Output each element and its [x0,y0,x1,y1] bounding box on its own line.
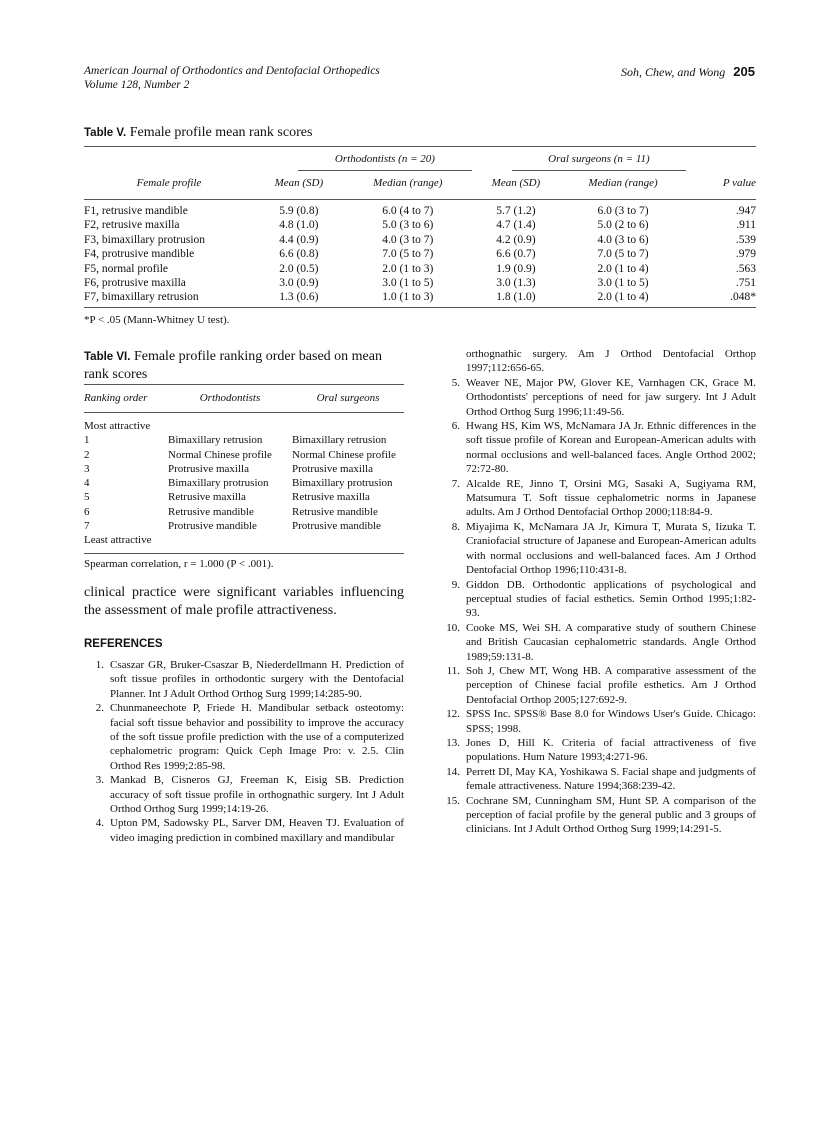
table-cell: 4 [84,477,90,490]
reference-text: Weaver NE, Major PW, Glover KE, Varnhagen CK, Grace M. Orthodontists' perceptions of need for jaw surgery. Int J Adult Orthod Orthog Surg 1996;11:49-56. [466,376,756,418]
table-row [84,533,404,547]
reference-item [440,419,756,477]
table-row [84,262,756,276]
table-cell: 4.8 (1.0) [279,219,319,232]
table-row [84,505,404,519]
most-attractive-label: Most attractive [84,420,151,432]
reference-text: Upton PM, Sadowsky PL, Sarver DM, Heaven TJ. Evaluation of video imaging prediction in combined maxillary and mandibular [110,817,404,844]
reference-number: 14. [446,765,460,778]
table-cell: .563 [735,262,756,275]
table-row [84,218,756,232]
table5 [84,146,756,308]
table-cell: 7 [84,520,90,533]
table-row [84,290,756,306]
table-cell: Retrusive maxilla [168,491,246,504]
table5-title: Female profile mean rank scores [129,125,313,140]
reference-text: Perrett DI, May KA, Yoshikawa S. Facial shape and judgments of female attractiveness. Nature 1994;368:239-42. [466,765,756,793]
table-cell: 3.0 (0.9) [279,277,319,290]
table-row [84,462,404,476]
reference-item [440,578,756,621]
col-header: P value [686,171,756,200]
table5-group-orthodontists: Orthodontists (n = 20) [298,147,472,171]
reference-item [440,794,756,837]
reference-item [84,816,404,845]
table-cell: 1.9 (0.9) [496,262,536,275]
table-cell: Protrusive mandible [292,520,381,533]
table-cell: F6, protrusive maxilla [84,277,186,290]
table-row [84,433,404,447]
table-cell: Normal Chinese profile [168,448,272,461]
table-row [84,476,404,490]
table-cell: .947 [735,205,756,217]
table-cell: Retrusive mandible [292,505,378,518]
reference-text: Chunmaneechote P, Friede H. Mandibular setback osteotomy: facial soft tissue behavior and possibility to improve the accuracy of the soft tissue profile prediction with the use of a computerized cephalometric program: Quick Ceph Image Pro: v. 2.5. Clin Orthod Res 1999;2:85-98. [110,702,404,772]
table-row [84,247,756,261]
table-cell: F1, retrusive mandible [84,205,188,217]
table-cell: 3 [84,462,90,475]
table-cell: Protrusive maxilla [292,462,373,475]
journal-name: American Journal of Orthodontics and Dentofacial Orthopedics [84,65,380,77]
table-cell: F7, bimaxillary retrusion [84,291,199,304]
table-cell: 6.0 (3 to 7) [597,205,649,217]
reference-text: SPSS Inc. SPSS® Base 8.0 for Windows User's Guide. Chicago: SPSS; 1998. [466,708,756,735]
table-cell: 1.0 (1 to 3) [382,291,434,304]
running-header-journal [84,64,380,92]
table-cell: 4.7 (1.4) [496,219,536,232]
reference-number: 8. [451,520,460,533]
reference-item [440,765,756,794]
journal-volume: Volume 128, Number 2 [84,79,190,91]
table6 [84,384,404,554]
col-header: Ranking order [84,392,148,404]
table-cell: .048* [730,291,756,304]
reference-item [84,773,404,816]
reference-text: Cochrane SM, Cunningham SM, Hunt SP. A comparison of the perception of facial profile by the general public and 3 groups of clinicians. Int J Adult Orthod Orthog Surg 1999;14:291-5. [466,794,756,836]
table5-label: Table V. [84,127,127,139]
reference-number: 5. [451,376,460,389]
table-row [84,233,756,247]
table-cell: 4.2 (0.9) [496,233,536,246]
table-row [84,448,404,462]
table-cell: .539 [735,233,756,246]
page-number: 205 [733,64,755,79]
table-cell: .751 [735,277,756,290]
table-cell: 5.7 (1.2) [496,205,536,217]
table-cell: Bimaxillary protrusion [168,477,269,490]
table-cell: Protrusive maxilla [168,462,249,475]
table-cell: 4.4 (0.9) [279,233,319,246]
col-header: Female profile [84,171,254,200]
table-cell: 6.0 (4 to 7) [382,205,434,217]
table-cell: 4.0 (3 to 6) [597,233,649,246]
table-cell: 2.0 (1 to 4) [597,262,649,275]
reference-continuation: orthognathic surgery. Am J Orthod Dentofacial Orthop 1997;112:656-65. [466,348,756,375]
table5-footnote: *P < .05 (Mann-Whitney U test). [84,314,230,326]
reference-number: 6. [451,420,460,433]
table-cell: 3.0 (1 to 5) [382,277,434,290]
table-cell: 2.0 (1 to 3) [382,262,434,275]
running-header-right [621,64,755,80]
reference-number: 4. [95,817,104,830]
reference-text: Alcalde RE, Jinno T, Orsini MG, Sasaki A, Sugiyama RM, Matsumura T. Soft tissue cephalometric norms in Japanese adults. Am J Orthod Dentofacial Orthop 2000;118:84-9. [466,477,756,519]
table-cell: .979 [735,248,756,261]
reference-text: Giddon DB. Orthodontic applications of psychological and perceptual studies of facial esthetics. Semin Orthod 1995;1:82-93. [466,578,756,620]
table-cell: .911 [736,219,756,232]
reference-text: Csaszar GR, Bruker-Csaszar B, Niederdellmann H. Prediction of soft tissue profiles in orthodontic surgery with the Dentofacial Planner. Int J Adult Orthod Orthog Surg 1999;14:285-90. [110,659,404,700]
table-cell: 6.6 (0.7) [496,248,536,261]
col-header: Median (range) [560,171,686,200]
reference-number: 11. [446,664,460,677]
table-cell: 5.0 (2 to 6) [597,219,649,232]
table6-caption [84,348,404,384]
table-cell: 7.0 (5 to 7) [597,248,649,261]
table-cell: F4, protrusive mandible [84,248,195,261]
col-header: Mean (SD) [472,171,560,200]
reference-number: 10. [446,621,460,634]
table-row [84,419,404,433]
table-cell: Retrusive maxilla [292,491,370,504]
table-cell: 4.0 (3 to 7) [382,233,434,246]
table-row [84,276,756,290]
table-cell: Bimaxillary retrusion [168,434,263,447]
table-cell: 3.0 (1 to 5) [597,277,649,290]
reference-number: 15. [446,794,460,807]
references-heading: REFERENCES [84,638,163,650]
reference-item [84,658,404,701]
table-cell: 6 [84,505,90,518]
table5-caption [84,124,312,142]
table-cell: 2.0 (0.5) [279,262,319,275]
table6-footnote: Spearman correlation, r = 1.000 (P < .001). [84,558,274,570]
table-row [84,200,756,219]
table-cell: 6.6 (0.8) [279,248,319,261]
table5-group-surgeons: Oral surgeons (n = 11) [512,147,686,171]
reference-text: Hwang HS, Kim WS, McNamara JA Jr. Ethnic differences in the soft tissue profile of Korean and European-American adults with normal occlusions and well-balanced faces. Angle Orthod 2002; 72:72-80. [466,420,756,476]
body-paragraph: clinical practice were significant variables influencing the assessment of male profile attractiveness. [84,585,404,618]
reference-item [440,376,756,419]
table-cell: Retrusive mandible [168,505,254,518]
reference-number: 2. [95,702,104,715]
reference-number: 3. [95,774,104,787]
reference-item [440,736,756,765]
col-header: Oral surgeons [316,392,380,404]
table-cell: Bimaxillary protrusion [292,477,393,490]
reference-item [440,621,756,664]
table-cell: 1.8 (1.0) [496,291,536,304]
table-cell: 2 [84,448,90,461]
table-cell: 7.0 (5 to 7) [382,248,434,261]
table-cell: Protrusive mandible [168,520,257,533]
authors: Soh, Chew, and Wong [620,65,726,79]
table-cell: Bimaxillary retrusion [292,434,387,447]
table-cell: 3.0 (1.3) [496,277,536,290]
reference-number: 7. [451,477,460,490]
reference-item [440,477,756,520]
col-header: Median (range) [344,171,472,200]
least-attractive-label: Least attractive [84,534,152,547]
reference-item [440,664,756,707]
table-cell: 1.3 (0.6) [279,291,319,304]
table-row [84,490,404,504]
reference-item [440,707,756,736]
table-cell: 5.0 (3 to 6) [382,219,434,232]
reference-text: Miyajima K, McNamara JA Jr, Kimura T, Murata S, Iizuka T. Craniofacial structure of Japanese and European-American adults with normal occlusions and well-balanced faces. Am J Orthod Dentofacial Orthop 1996;110:431-8. [466,520,756,577]
table-row [84,519,404,533]
reference-text: Mankad B, Cisneros GJ, Freeman K, Eisig SB. Prediction accuracy of soft tissue profile in orthognathic surgery. Int J Adult Orthod Orthog Surg 1999;14:19-26. [110,774,404,816]
reference-number: 12. [446,708,460,721]
table-cell: 5 [84,491,90,504]
references-left-column [84,658,404,845]
table-cell: F2, retrusive maxilla [84,219,180,232]
reference-text: Cooke MS, Wei SH. A comparative study of southern Chinese and British Caucasian cephalometric standards. Angle Orthod 1989;59:131-8. [466,621,756,663]
reference-item [84,701,404,773]
reference-number: 1. [95,659,104,671]
table-cell: 5.9 (0.8) [279,205,319,217]
table6-title: Female profile ranking order based on mean rank scores [84,349,382,382]
table-cell: Normal Chinese profile [292,448,396,461]
reference-text: Jones D, Hill K. Criteria of facial attractiveness of five populations. Hum Nature 1993;4:271-96. [466,736,756,764]
table-cell: F3, bimaxillary protrusion [84,233,206,246]
reference-number: 13. [446,736,460,749]
table6-label: Table VI. [84,351,131,363]
table-cell: F5, normal profile [84,262,168,275]
table-cell: 1 [84,434,90,447]
references-right-column [440,347,756,837]
reference-item [440,520,756,578]
reference-text: Soh J, Chew MT, Wong HB. A comparative assessment of the perception of Chinese facial profile esthetics. Am J Orthod Dentofacial Orthop 2005;127:692-9. [466,664,756,706]
col-header: Orthodontists [199,392,261,404]
reference-number: 9. [451,578,460,591]
col-header: Mean (SD) [254,171,344,200]
table-cell: 2.0 (1 to 4) [597,291,649,304]
